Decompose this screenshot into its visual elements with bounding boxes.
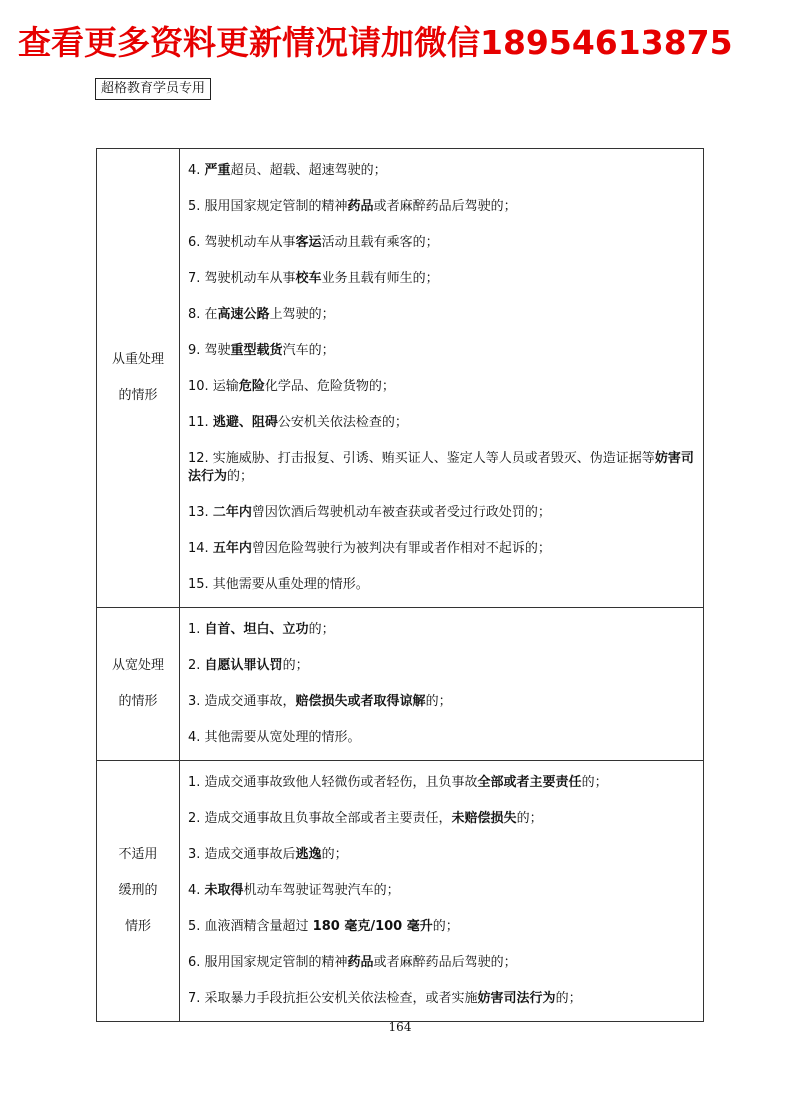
- emphasis-text: 妨害司法行为: [477, 991, 556, 1006]
- item-text: 上驾驶的；: [269, 307, 335, 322]
- item-text: 化学品、危险货物的；: [264, 379, 395, 394]
- table-row: [97, 149, 704, 608]
- list-item: [188, 495, 695, 531]
- emphasis-text: 重型载货: [230, 343, 283, 358]
- emphasis-text: 自愿认罪认罚: [204, 658, 283, 673]
- item-text: 4.: [188, 163, 205, 178]
- item-text: 15. 其他需要从重处理的情形。: [188, 577, 369, 592]
- emphasis-text: 药品: [347, 199, 374, 214]
- list-item: [188, 720, 695, 756]
- item-text: 1. 造成交通事故致他人轻微伤或者轻伤，且负事故: [188, 775, 478, 790]
- item-text: 2.: [188, 658, 205, 673]
- item-text: 5. 服用国家规定管制的精神: [188, 199, 348, 214]
- emphasis-text: 五年内: [212, 541, 252, 556]
- section-items: [180, 608, 704, 761]
- item-text: 的；: [581, 775, 608, 790]
- table-row: [97, 761, 704, 1022]
- page-number: 164: [388, 1020, 412, 1034]
- section-label: 不适用 缓刑的 情形: [97, 761, 180, 1022]
- list-item: [188, 648, 695, 684]
- list-item: [188, 333, 695, 369]
- item-text: 4. 其他需要从宽处理的情形。: [188, 730, 361, 745]
- emphasis-text: 未赔偿损失: [451, 811, 517, 826]
- section-items: [180, 149, 704, 608]
- item-text: 的；: [282, 658, 309, 673]
- wechat-banner: 查看更多资料更新情况请加微信18954613875: [18, 23, 733, 62]
- list-item: [188, 909, 695, 945]
- list-item: [188, 261, 695, 297]
- list-item: [188, 765, 695, 801]
- item-text: 9. 驾驶: [188, 343, 231, 358]
- item-text: 5. 血液酒精含量超过: [188, 919, 313, 934]
- item-text: 3. 造成交通事故后: [188, 847, 296, 862]
- item-text: 业务且载有师生的；: [321, 271, 439, 286]
- item-text: 4.: [188, 883, 205, 898]
- item-text: 3. 造成交通事故，: [188, 694, 296, 709]
- list-item: [188, 801, 695, 837]
- item-text: 10. 运输: [188, 379, 239, 394]
- item-text: 或者麻醉药品后驾驶的；: [373, 199, 517, 214]
- item-text: 1.: [188, 622, 205, 637]
- item-text: 活动且载有乘客的；: [321, 235, 439, 250]
- sentencing-table: [96, 148, 704, 1022]
- item-text: 8. 在: [188, 307, 218, 322]
- list-item: [188, 153, 695, 189]
- item-text: 汽车的；: [282, 343, 335, 358]
- item-text: 的；: [321, 847, 348, 862]
- list-item: [188, 225, 695, 261]
- item-text: 或者麻醉药品后驾驶的；: [373, 955, 517, 970]
- item-text: 的；: [425, 694, 452, 709]
- emphasis-text: 全部或者主要责任: [477, 775, 582, 790]
- emphasis-text: 校车: [295, 271, 322, 286]
- emphasis-text: 高速公路: [217, 307, 270, 322]
- emphasis-text: 妨害司法行为: [188, 451, 694, 484]
- list-item: [188, 405, 695, 441]
- section-label: 从宽处理 的情形: [97, 608, 180, 761]
- emphasis-text: 二年内: [212, 505, 252, 520]
- item-text: 2. 造成交通事故且负事故全部或者主要责任，: [188, 811, 452, 826]
- list-item: [188, 189, 695, 225]
- item-text: 11.: [188, 415, 213, 430]
- list-item: [188, 369, 695, 405]
- emphasis-text: 未取得: [204, 883, 244, 898]
- item-text: 的；: [432, 919, 459, 934]
- emphasis-text: 客运: [295, 235, 322, 250]
- item-text: 公安机关依法检查的；: [277, 415, 408, 430]
- list-item: [188, 837, 695, 873]
- list-item: [188, 297, 695, 333]
- item-text: 的；: [516, 811, 543, 826]
- item-text: 的；: [555, 991, 582, 1006]
- item-text: 的；: [308, 622, 335, 637]
- table-row: [97, 608, 704, 761]
- item-text: 6. 服用国家规定管制的精神: [188, 955, 348, 970]
- emphasis-text: 自首、坦白、立功: [204, 622, 309, 637]
- list-item: [188, 441, 695, 495]
- list-item: [188, 684, 695, 720]
- emphasis-text: 赔偿损失或者取得谅解: [295, 694, 426, 709]
- item-text: 7. 采取暴力手段抗拒公安机关依法检查，或者实施: [188, 991, 478, 1006]
- list-item: [188, 981, 695, 1017]
- list-item: [188, 531, 695, 567]
- emphasis-text: 药品: [347, 955, 374, 970]
- list-item: [188, 945, 695, 981]
- emphasis-text: 危险: [238, 379, 265, 394]
- list-item: [188, 567, 695, 603]
- item-text: 7. 驾驶机动车从事: [188, 271, 296, 286]
- emphasis-text: 180 毫克/100 毫升: [312, 919, 433, 934]
- item-text: 13.: [188, 505, 213, 520]
- list-item: [188, 612, 695, 648]
- item-text: 12. 实施威胁、打击报复、引诱、贿买证人、鉴定人等人员或者毁灭、伪造证据等: [188, 451, 655, 466]
- item-text: 曾因危险驾驶行为被判决有罪或者作相对不起诉的；: [251, 541, 551, 556]
- section-items: [180, 761, 704, 1022]
- section-label: 从重处理 的情形: [97, 149, 180, 608]
- item-text: 6. 驾驶机动车从事: [188, 235, 296, 250]
- student-only-tag: 超格教育学员专用: [95, 78, 211, 100]
- list-item: [188, 873, 695, 909]
- item-text: 14.: [188, 541, 213, 556]
- item-text: 超员、超载、超速驾驶的；: [230, 163, 387, 178]
- item-text: 曾因饮酒后驾驶机动车被查获或者受过行政处罚的；: [251, 505, 551, 520]
- item-text: 的；: [227, 469, 254, 484]
- emphasis-text: 逃避、阻碍: [212, 415, 278, 430]
- item-text: 机动车驾驶证驾驶汽车的；: [243, 883, 400, 898]
- emphasis-text: 逃逸: [295, 847, 322, 862]
- emphasis-text: 严重: [204, 163, 231, 178]
